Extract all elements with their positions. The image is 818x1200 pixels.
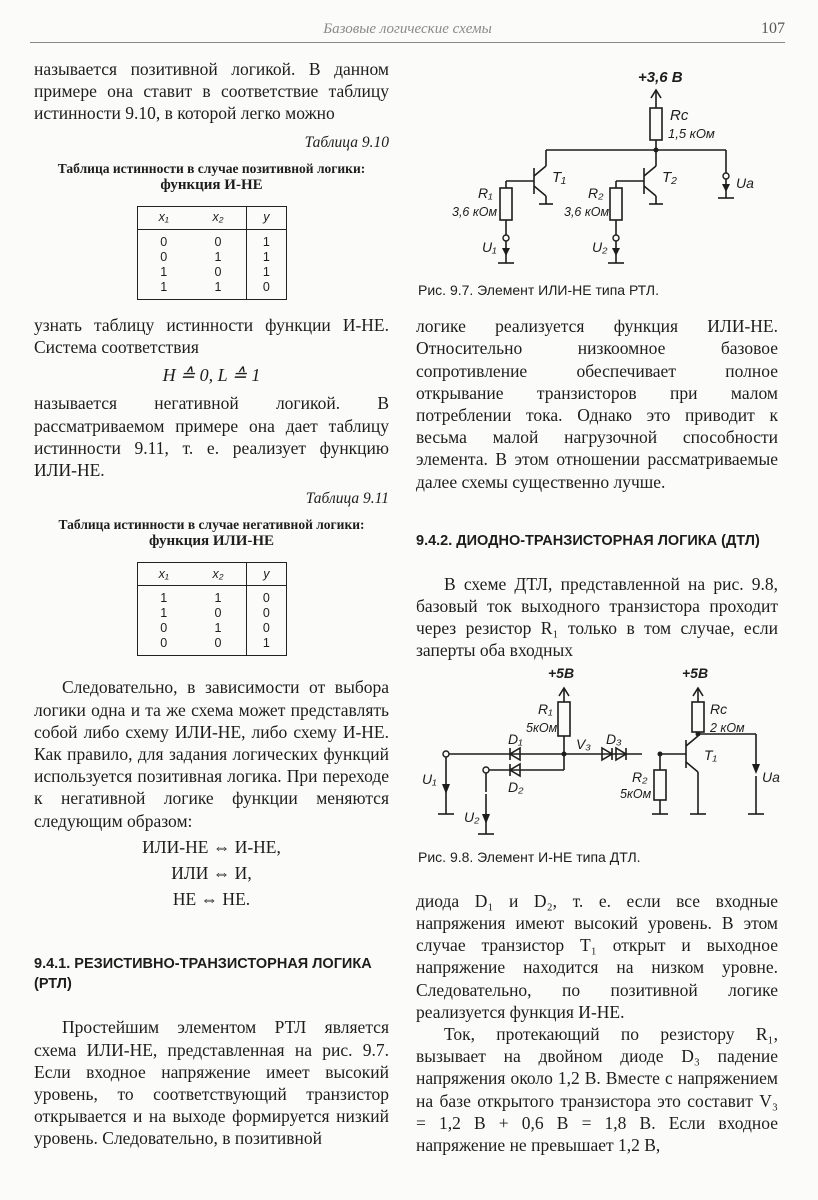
fig2-u1-label: U₁ bbox=[422, 770, 437, 787]
fig1-rc-label: Rc bbox=[670, 107, 689, 124]
figure-9-7-rtl-circuit bbox=[416, 58, 778, 273]
table-cell: 0 bbox=[214, 264, 222, 279]
fig1-ua-label: Uа bbox=[736, 175, 754, 191]
table-cell: 0 bbox=[160, 234, 168, 249]
paragraph: Простейшим элементом РТЛ является схема ИЛИ-НЕ, представленная на рис. 9.7. Если входное напряжение имеет высокий уровень, то соответствующий транзистор открывается и на выходе формируется низкий уровень. Следовательно, в позитивной bbox=[34, 1017, 389, 1149]
table-caption-text: Таблица истинности в случае позитивной логики: bbox=[57, 160, 366, 176]
truth-table-9-10 bbox=[137, 206, 287, 300]
table-row bbox=[137, 250, 286, 265]
fig2-supply1-label: +5В bbox=[548, 664, 575, 681]
fig1-t2-label: T₂ bbox=[662, 169, 677, 186]
table-caption-function: функция И-НЕ bbox=[160, 176, 263, 193]
truth-table-9-11 bbox=[137, 562, 287, 656]
table-row bbox=[137, 280, 286, 300]
paragraph: называется негативной логикой. В рассматриваемом примере она дает таблицу истинности 9.11, т. е. реализует функцию ИЛИ-НЕ. bbox=[34, 393, 389, 481]
fig1-r2-value: 3,6 кОм bbox=[564, 205, 610, 219]
table-cell: 0 bbox=[214, 636, 222, 651]
fig1-t1-label: T₁ bbox=[552, 169, 566, 186]
table-header-x2: x₂ bbox=[190, 206, 247, 229]
page-header bbox=[30, 18, 785, 43]
fig1-u2-label: U₂ bbox=[592, 239, 608, 255]
fig2-u2-label: U₂ bbox=[464, 808, 480, 825]
table-cell: 0 bbox=[160, 636, 168, 651]
table-caption-text: Таблица истинности в случае негативной логики: bbox=[58, 517, 365, 533]
table-cell: 1 bbox=[247, 636, 286, 656]
fig2-r1-value: 5кОм bbox=[526, 720, 558, 735]
paragraph: В схеме ДТЛ, представленной на рис. 9.8, базовый ток выходного транзистора проходит через резистор R₁ только в том случае, если заперты оба входных bbox=[416, 573, 778, 661]
table-cell: 0 bbox=[214, 234, 222, 249]
running-title: Базовые логические схемы bbox=[323, 21, 492, 37]
table-caption bbox=[34, 160, 389, 194]
mapping-line: ИЛИ-НЕ ⇔ И-НЕ, bbox=[142, 836, 281, 857]
table-cell: 0 bbox=[160, 249, 168, 264]
table-header-x1: x₁ bbox=[137, 563, 190, 586]
fig2-rc-label: Rc bbox=[710, 700, 728, 717]
page-number: 107 bbox=[761, 20, 785, 37]
table-cell: 0 bbox=[214, 606, 222, 621]
paragraph: Следовательно, в зависимости от выбора логики одна и та же схема может представлять собой либо схему ИЛИ-НЕ, либо схему И-НЕ. Как правило, для задания логических функций используется позитивная логика. При переходе к негативной логике функции меняются следующим образом: bbox=[34, 677, 389, 831]
fig1-supply-label: +3,6 В bbox=[638, 69, 683, 86]
table-row bbox=[137, 229, 286, 250]
table-cell: 1 bbox=[160, 606, 168, 621]
fig1-r1-label: R₁ bbox=[478, 185, 493, 201]
table-cell: 0 bbox=[247, 586, 286, 607]
right-column bbox=[416, 58, 778, 1156]
fig1-r2-label: R₂ bbox=[588, 185, 604, 201]
fig2-r2-label: R₂ bbox=[632, 768, 648, 785]
table-header-x2: x₂ bbox=[190, 563, 247, 586]
fig2-r1-label: R₁ bbox=[538, 700, 553, 717]
table-cell: 1 bbox=[247, 250, 286, 265]
table-header-y: y bbox=[247, 206, 286, 229]
figure-caption: Рис. 9.8. Элемент И-НЕ типа ДТЛ. bbox=[418, 848, 641, 865]
table-row bbox=[137, 265, 286, 280]
mapping-line: ИЛИ ⇔ И, bbox=[171, 863, 252, 884]
table-row bbox=[137, 586, 286, 607]
table-cell: 0 bbox=[247, 280, 286, 300]
fig1-rc-value: 1,5 кОм bbox=[668, 126, 715, 141]
table-cell: 1 bbox=[247, 265, 286, 280]
paragraph: называется позитивной логикой. В данном примере она ставит в соответствие таблицу истинности 9.10, в которой легко можно bbox=[34, 59, 389, 124]
paragraph: логике реализуется функция ИЛИ-НЕ. Относительно низкоомное базовое сопротивление обеспечивает полное открывание транзисторов при малом потреблении тока. Однако это приводит к весьма малой нагрузочной способности элемента. В этом отношении рассматриваемые далее схемы существенно лучше. bbox=[416, 316, 778, 492]
table-row bbox=[137, 606, 286, 621]
table-caption-function: функция ИЛИ-НЕ bbox=[148, 533, 275, 550]
table-cell: 1 bbox=[160, 279, 168, 294]
table-header-x1: x₁ bbox=[137, 206, 190, 229]
table-number: Таблица 9.11 bbox=[305, 490, 389, 508]
table-cell: 0 bbox=[247, 606, 286, 621]
fig2-r2-value: 5кОм bbox=[620, 786, 652, 801]
table-caption bbox=[34, 516, 389, 550]
mapping-line: НЕ ⇔ НЕ. bbox=[172, 889, 251, 910]
table-cell: 1 bbox=[214, 249, 222, 264]
fig2-d1-label: D₁ bbox=[508, 730, 523, 747]
fig2-rc-value: 2 кОм bbox=[710, 720, 745, 735]
paragraph: узнать таблицу истинности функции И-НЕ. Система соответствия bbox=[34, 314, 389, 358]
figure-caption: Рис. 9.7. Элемент ИЛИ-НЕ типа РТЛ. bbox=[418, 282, 660, 298]
section-heading: 9.4.1. РЕЗИСТИВНО-ТРАНЗИСТОРНАЯ ЛОГИКА (РТЛ) bbox=[34, 956, 372, 993]
figure-9-8-dtl-circuit bbox=[416, 664, 778, 840]
table-header-y: y bbox=[247, 563, 286, 586]
fig2-d3-label: D₃ bbox=[606, 730, 622, 747]
table-cell: 1 bbox=[247, 229, 286, 250]
formula: H ≙ 0, L ≙ 1 bbox=[162, 365, 261, 386]
fig2-t1-label: T₁ bbox=[704, 746, 717, 763]
table-cell: 1 bbox=[214, 621, 222, 636]
fig1-r1-value: 3,6 кОм bbox=[452, 205, 498, 219]
table-cell: 1 bbox=[160, 591, 168, 606]
left-column bbox=[34, 58, 389, 1150]
fig2-ua-label: Uа bbox=[762, 768, 780, 785]
paragraph: диода D₁ и D₂, т. е. если все входные напряжения имеют высокий уровень. В этом случае транзистор T₁ открыт и выходное напряжение находится на низком уровне. Следовательно, по позитивной логике реализуется функция И-НЕ. bbox=[416, 890, 778, 1022]
table-cell: 0 bbox=[160, 621, 168, 636]
paragraph: Ток, протекающий по резистору R₁, вызывает на двойном диоде D₃ падение напряжения около 1,2 В. Вместе с напряжением на базе открытого транзистора это составит V₃ = 1,2 В + 0,6 В = 1,8 В. Если входное напряжение не превышает 1,2 В, bbox=[416, 1024, 778, 1156]
table-cell: 1 bbox=[214, 279, 222, 294]
section-heading: 9.4.2. ДИОДНО-ТРАНЗИСТОРНАЯ ЛОГИКА (ДТЛ) bbox=[416, 532, 760, 549]
fig2-d2-label: D₂ bbox=[508, 778, 524, 795]
table-number: Таблица 9.10 bbox=[304, 133, 389, 151]
table-row bbox=[137, 636, 286, 656]
table-cell: 1 bbox=[214, 591, 222, 606]
fig2-supply2-label: +5В bbox=[682, 664, 709, 681]
table-row bbox=[137, 621, 286, 636]
fig1-u1-label: U₁ bbox=[482, 239, 497, 255]
fig2-v3-label: V₃ bbox=[576, 735, 591, 752]
table-cell: 0 bbox=[247, 621, 286, 636]
table-cell: 1 bbox=[160, 264, 168, 279]
